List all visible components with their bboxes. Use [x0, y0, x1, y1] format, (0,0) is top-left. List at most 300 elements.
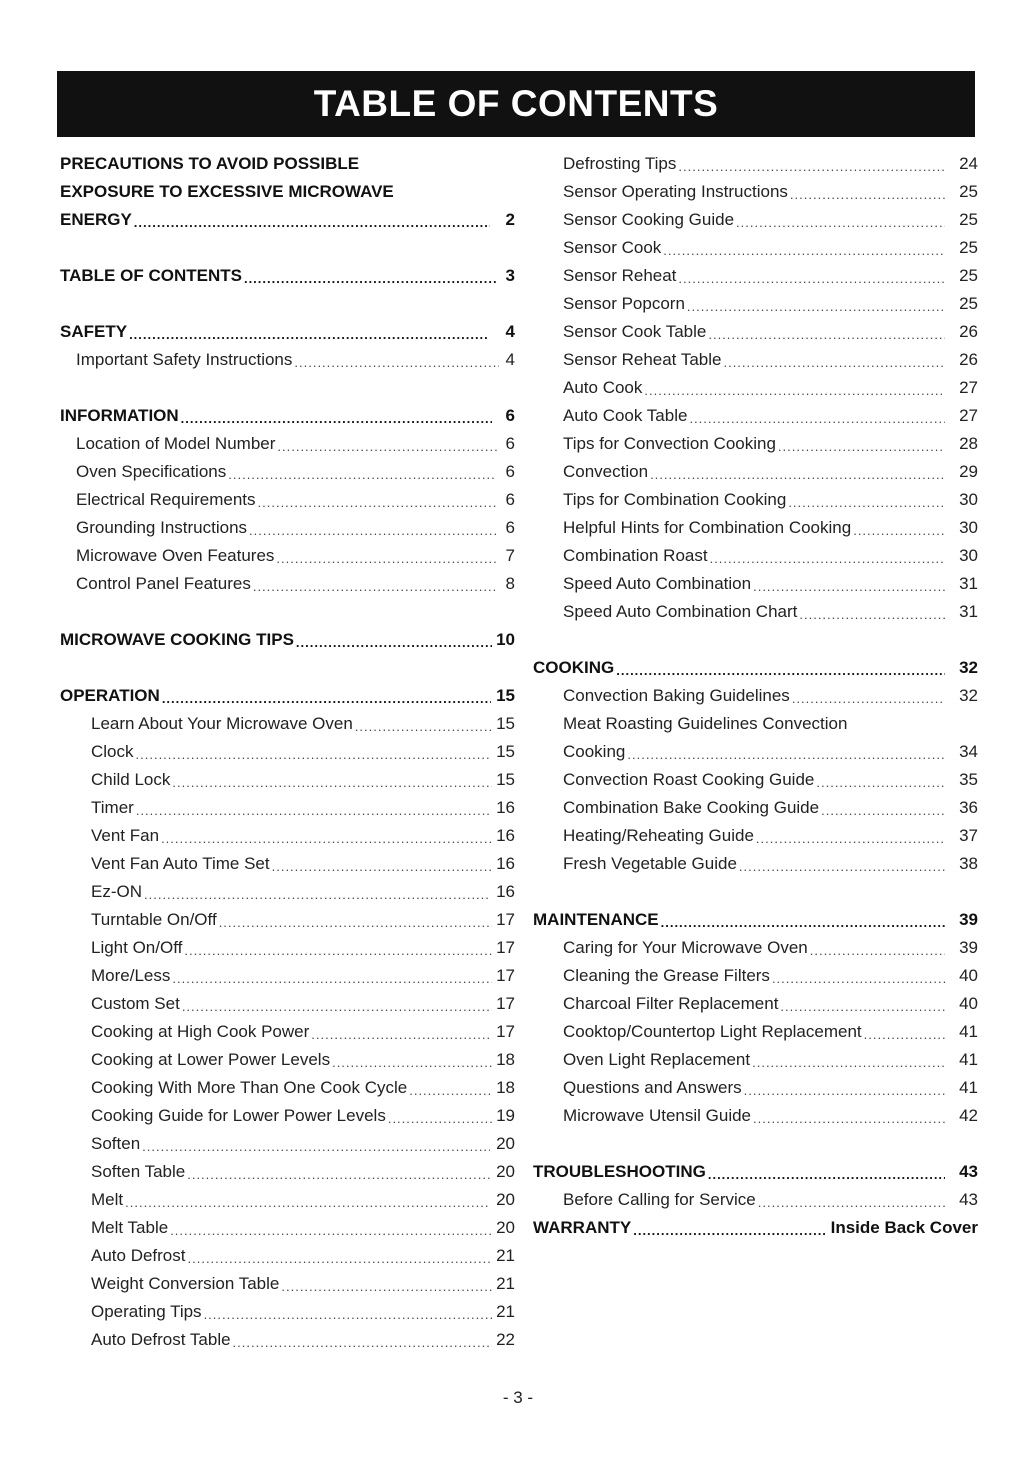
toc-dot-leader [644, 383, 945, 398]
toc-entry-before-calling-for-service[interactable] [533, 1186, 978, 1214]
toc-entry-title: Before Calling for Service [563, 1190, 756, 1209]
toc-entry-more-less[interactable] [60, 962, 515, 990]
toc-entry-title: Cooking at Lower Power Levels [91, 1050, 331, 1069]
toc-entry-title: Operating Tips [91, 1302, 202, 1321]
toc-entry-operating-tips[interactable] [60, 1298, 515, 1326]
toc-entry-title: MAINTENANCE [533, 910, 659, 929]
toc-entry-speed-auto-combination[interactable] [533, 570, 978, 598]
toc-page-number: 4 [505, 322, 515, 341]
toc-dot-leader [753, 579, 945, 594]
toc-entry-title: Clock [91, 742, 134, 761]
toc-page-number: 15 [496, 742, 515, 761]
toc-entry-title: Sensor Cook [563, 238, 662, 257]
toc-entry-title: Soften Table [91, 1162, 186, 1181]
toc-entry-title: Cleaning the Grease Filters [563, 966, 770, 985]
toc-page-number: 32 [959, 686, 978, 705]
toc-dot-leader [687, 299, 945, 314]
toc-dot-leader [799, 607, 945, 622]
page-number: - 3 - [502, 1388, 534, 1407]
toc-spacer [60, 290, 515, 318]
toc-entry-title: Oven Specifications [76, 462, 227, 481]
toc-page-number: 15 [496, 714, 515, 733]
toc-dot-leader [739, 859, 945, 874]
toc-page-number: 27 [959, 406, 978, 425]
toc-dot-leader [756, 831, 945, 846]
toc-page-number: 22 [496, 1330, 515, 1349]
toc-page-number: 16 [496, 882, 515, 901]
toc-entry-meat-roasting-guidelines-convection[interactable] [533, 710, 978, 738]
toc-entry-title: Cooktop/Countertop Light Replacement [563, 1022, 862, 1041]
toc-dot-leader [311, 1027, 492, 1042]
toc-entry-sensor-popcorn[interactable] [533, 290, 978, 318]
toc-entry-location-of-model-number[interactable] [60, 430, 515, 458]
toc-entry-vent-fan-auto-time-set[interactable] [60, 850, 515, 878]
toc-entry-title: INFORMATION [60, 406, 179, 425]
toc-dot-leader [723, 355, 945, 370]
toc-page-number: 26 [959, 322, 978, 341]
toc-page-number: 17 [496, 966, 515, 985]
toc-entry-cooking-at-high-cook-power[interactable] [60, 1018, 515, 1046]
toc-header-banner [57, 71, 975, 137]
toc-section-microwave-cooking-tips[interactable] [60, 626, 515, 654]
toc-entry-title: Microwave Utensil Guide [563, 1106, 752, 1125]
toc-dot-leader [136, 747, 490, 762]
toc-entry-convection[interactable] [533, 458, 978, 486]
toc-entry-clock[interactable] [60, 738, 515, 766]
toc-dot-leader [616, 663, 945, 678]
toc-entry-title: More/Less [91, 966, 171, 985]
toc-section-troubleshooting[interactable] [533, 1158, 978, 1186]
toc-entry-cooking-at-lower-power-levels[interactable] [60, 1046, 515, 1074]
toc-page-number: 6 [505, 434, 515, 453]
toc-entry-microwave-oven-features[interactable] [60, 542, 515, 570]
toc-entry-title: Location of Model Number [76, 434, 276, 453]
toc-entry-title: Charcoal Filter Replacement [563, 994, 779, 1013]
toc-dot-leader [129, 327, 489, 342]
toc-entry-title: Auto Cook [563, 378, 643, 397]
toc-entry-soften-table[interactable] [60, 1158, 515, 1186]
toc-dot-leader [184, 943, 492, 958]
toc-entry-fresh-vegetable-guide[interactable] [533, 850, 978, 878]
toc-page-number: 30 [959, 518, 978, 537]
toc-entry-title: Caring for Your Microwave Oven [563, 938, 808, 957]
toc-entry-title: Speed Auto Combination Chart [563, 602, 798, 621]
toc-dot-leader [752, 1055, 945, 1070]
toc-entry-light-on-off[interactable] [60, 934, 515, 962]
toc-entry-sensor-cook-table[interactable] [533, 318, 978, 346]
toc-page-number: 17 [496, 994, 515, 1013]
toc-entry-title: Control Panel Features [76, 574, 251, 593]
toc-entry-electrical-requirements[interactable] [60, 486, 515, 514]
toc-entry-convection-baking-guidelines[interactable] [533, 682, 978, 710]
toc-page-number: 31 [959, 574, 978, 593]
toc-dot-leader [281, 1279, 492, 1294]
toc-entry-sensor-reheat-table[interactable] [533, 346, 978, 374]
toc-dot-leader [161, 831, 491, 846]
toc-entry-title: Turntable On/Off [91, 910, 217, 929]
toc-entry-oven-specifications[interactable] [60, 458, 515, 486]
toc-dot-leader [125, 1195, 489, 1210]
toc-entry-microwave-utensil-guide[interactable] [533, 1102, 978, 1130]
toc-section-warranty[interactable] [533, 1214, 978, 1242]
toc-dot-leader [650, 467, 945, 482]
toc-entry-tips-for-combination-cooking[interactable] [533, 486, 978, 514]
toc-page-number: 40 [959, 966, 978, 985]
toc-page-number: 8 [505, 574, 515, 593]
toc-page-number: 17 [496, 938, 515, 957]
toc-dot-leader [864, 1027, 945, 1042]
toc-page-number: 21 [496, 1302, 515, 1321]
toc-section-maintenance[interactable] [533, 906, 978, 934]
toc-entry-title: ENERGY [60, 210, 132, 229]
toc-entry-title: Heating/Reheating Guide [563, 826, 754, 845]
toc-entry-caring-for-your-microwave-oven[interactable] [533, 934, 978, 962]
toc-page-number: 26 [959, 350, 978, 369]
toc-dot-leader [736, 215, 945, 230]
toc-entry-auto-cook[interactable] [533, 374, 978, 402]
toc-entry-cooktop-countertop-light-replacement[interactable] [533, 1018, 978, 1046]
toc-entry-title: Helpful Hints for Combination Cooking [563, 518, 852, 537]
toc-entry-sensor-cooking-guide[interactable] [533, 206, 978, 234]
toc-entry-title: Cooking With More Than One Cook Cycle [91, 1078, 408, 1097]
toc-section-information[interactable] [60, 402, 515, 430]
toc-entry-title: Melt Table [91, 1218, 169, 1237]
toc-dot-leader [753, 1111, 945, 1126]
toc-entry-title: Speed Auto Combination [563, 574, 752, 593]
toc-entry-child-lock[interactable] [60, 766, 515, 794]
toc-dot-leader [710, 551, 946, 566]
toc-left-column [60, 150, 515, 1354]
toc-dot-leader [233, 1335, 493, 1350]
toc-page-number: 16 [496, 854, 515, 873]
toc-dot-leader [142, 1139, 490, 1154]
toc-dot-leader [708, 327, 945, 342]
toc-dot-leader [633, 1223, 824, 1238]
toc-page-number: 16 [496, 798, 515, 817]
toc-entry-title: MICROWAVE COOKING TIPS [60, 630, 294, 649]
toc-entry-title: SAFETY [60, 322, 128, 341]
toc-page-number: 19 [496, 1106, 515, 1125]
toc-page-number: 10 [496, 630, 515, 649]
toc-entry-title: Timer [91, 798, 134, 817]
toc-page-number: 20 [496, 1218, 515, 1237]
toc-entry-title: Meat Roasting Guidelines Convection [563, 714, 848, 733]
toc-dot-leader [228, 467, 495, 482]
toc-dot-leader [272, 859, 492, 874]
toc-page-number: 21 [496, 1274, 515, 1293]
toc-page-number: 35 [959, 770, 978, 789]
toc-page-number: 32 [959, 658, 978, 677]
toc-section-cooking[interactable] [533, 654, 978, 682]
toc-dot-leader [772, 971, 945, 986]
toc-page-number: 20 [496, 1162, 515, 1181]
toc-dot-leader [294, 355, 498, 370]
toc-entry-title: Child Lock [91, 770, 171, 789]
toc-spacer [60, 598, 515, 626]
toc-entry-melt-table[interactable] [60, 1214, 515, 1242]
toc-dot-leader [258, 495, 497, 510]
toc-entry-title: TABLE OF CONTENTS [60, 266, 242, 285]
toc-section-precautions-to-avoid-possible[interactable] [60, 150, 515, 178]
toc-dot-leader [661, 915, 945, 930]
toc-dot-leader [182, 999, 492, 1014]
toc-dot-leader [678, 271, 945, 286]
toc-page-number: 2 [505, 210, 515, 229]
toc-entry-title: Convection Roast Cooking Guide [563, 770, 815, 789]
toc-entry-charcoal-filter-replacement[interactable] [533, 990, 978, 1018]
toc-entry-title: Electrical Requirements [76, 490, 256, 509]
toc-page-number: 29 [959, 462, 978, 481]
toc-dot-leader [296, 635, 492, 650]
toc-entry-title: Cooking Guide for Lower Power Levels [91, 1106, 386, 1125]
toc-entry-questions-and-answers[interactable] [533, 1074, 978, 1102]
toc-entry-title: Questions and Answers [563, 1078, 742, 1097]
toc-entry-title: Important Safety Instructions [76, 350, 293, 369]
toc-dot-leader [332, 1055, 492, 1070]
page-title: TABLE OF CONTENTS [313, 83, 719, 124]
toc-dot-leader [689, 411, 945, 426]
toc-page-number: 17 [496, 910, 515, 929]
toc-spacer [60, 654, 515, 682]
toc-entry-title: Sensor Reheat Table [563, 350, 722, 369]
toc-spacer [533, 1130, 978, 1158]
toc-entry-speed-auto-combination-chart[interactable] [533, 598, 978, 626]
toc-entry-title: Sensor Cooking Guide [563, 210, 735, 229]
toc-entry-title: Melt [91, 1190, 124, 1209]
toc-entry-title: PRECAUTIONS TO AVOID POSSIBLE [60, 154, 360, 173]
toc-dot-leader [136, 803, 490, 818]
toc-spacer [533, 626, 978, 654]
toc-entry-title: Light On/Off [91, 938, 183, 957]
toc-entry-title: Sensor Cook Table [563, 322, 707, 341]
toc-page-number: 38 [959, 854, 978, 873]
toc-section-exposure-to-excessive-microwave[interactable] [60, 178, 515, 206]
toc-entry-combination-roast[interactable] [533, 542, 978, 570]
toc-entry-title: Auto Defrost Table [91, 1330, 231, 1349]
toc-dot-leader [816, 775, 945, 790]
toc-page-number: 40 [959, 994, 978, 1013]
toc-entry-title: Custom Set [91, 994, 180, 1013]
toc-entry-title: OPERATION [60, 686, 160, 705]
toc-page-number: 18 [496, 1050, 515, 1069]
toc-entry-title: COOKING [533, 658, 615, 677]
toc-dot-leader [663, 243, 945, 258]
toc-page-number: 36 [959, 798, 978, 817]
toc-page-number: 41 [959, 1078, 978, 1097]
toc-entry-title: Sensor Reheat [563, 266, 677, 285]
toc-spacer [60, 374, 515, 402]
toc-entry-melt[interactable] [60, 1186, 515, 1214]
toc-page-number: 16 [496, 826, 515, 845]
toc-page-number: 43 [959, 1190, 978, 1209]
toc-entry-sensor-reheat[interactable] [533, 262, 978, 290]
toc-entry-oven-light-replacement[interactable] [533, 1046, 978, 1074]
toc-entry-soften[interactable] [60, 1130, 515, 1158]
toc-entry-weight-conversion-table[interactable] [60, 1270, 515, 1298]
toc-page-number: 25 [959, 294, 978, 313]
toc-section-safety[interactable] [60, 318, 515, 346]
toc-dot-leader [187, 1167, 492, 1182]
toc-entry-turntable-on-off[interactable] [60, 906, 515, 934]
toc-entry-cooking-with-more-than-one-cook-cycle[interactable] [60, 1074, 515, 1102]
toc-entry-auto-defrost[interactable] [60, 1242, 515, 1270]
toc-entry-cooking-guide-for-lower-power-levels[interactable] [60, 1102, 515, 1130]
toc-dot-leader [219, 915, 492, 930]
toc-entry-title: Defrosting Tips [563, 154, 677, 173]
toc-dot-leader [678, 159, 945, 174]
toc-page-number: 37 [959, 826, 978, 845]
toc-entry-title: Vent Fan [91, 826, 160, 845]
toc-entry-title: Combination Bake Cooking Guide [563, 798, 820, 817]
toc-dot-leader [144, 887, 490, 902]
toc-entry-title: WARRANTY [533, 1218, 632, 1237]
toc-entry-title: Weight Conversion Table [91, 1274, 280, 1293]
toc-spacer [533, 878, 978, 906]
toc-dot-leader [409, 1083, 492, 1098]
toc-entry-title: Oven Light Replacement [563, 1050, 751, 1069]
toc-dot-leader [204, 1307, 493, 1322]
toc-dot-leader [792, 691, 945, 706]
toc-entry-title: Sensor Operating Instructions [563, 182, 788, 201]
toc-entry-vent-fan[interactable] [60, 822, 515, 850]
toc-dot-leader [758, 1195, 945, 1210]
toc-entry-auto-defrost-table[interactable] [60, 1326, 515, 1354]
toc-page-number: 27 [959, 378, 978, 397]
toc-right-column [533, 150, 978, 1242]
toc-page-number: 6 [505, 462, 515, 481]
toc-page-number: 41 [959, 1050, 978, 1069]
toc-entry-title: Vent Fan Auto Time Set [91, 854, 270, 873]
toc-page-number: 25 [959, 182, 978, 201]
toc-entry-important-safety-instructions[interactable] [60, 346, 515, 374]
toc-entry-heating-reheating-guide[interactable] [533, 822, 978, 850]
toc-page-number: 41 [959, 1022, 978, 1041]
toc-dot-leader [810, 943, 945, 958]
toc-page-number: 3 [505, 266, 515, 285]
toc-page-number: 4 [505, 350, 515, 369]
toc-page-number: 39 [959, 910, 978, 929]
toc-dot-leader [249, 523, 496, 538]
toc-entry-title: Convection [563, 462, 649, 481]
toc-entry-title: Auto Defrost [91, 1246, 186, 1265]
toc-entry-combination-bake-cooking-guide[interactable] [533, 794, 978, 822]
toc-dot-leader [244, 271, 496, 286]
toc-page-number: 28 [959, 434, 978, 453]
toc-page-number: 20 [496, 1190, 515, 1209]
toc-entry-title: Cooking at High Cook Power [91, 1022, 310, 1041]
toc-entry-title: Tips for Combination Cooking [563, 490, 787, 509]
toc-entry-title: Ez-ON [91, 882, 142, 901]
toc-page-number: Inside Back Cover [830, 1218, 978, 1237]
toc-entry-title: EXPOSURE TO EXCESSIVE MICROWAVE [60, 182, 394, 201]
toc-dot-leader [188, 1251, 493, 1266]
toc-entry-title: Combination Roast [563, 546, 708, 565]
toc-entry-control-panel-features[interactable] [60, 570, 515, 598]
toc-entry-title: Grounding Instructions [76, 518, 248, 537]
toc-entry-title: Learn About Your Microwave Oven [91, 714, 353, 733]
toc-dot-leader [355, 719, 492, 734]
toc-entry-cleaning-the-grease-filters[interactable] [533, 962, 978, 990]
toc-entry-sensor-operating-instructions[interactable] [533, 178, 978, 206]
toc-entry-defrosting-tips[interactable] [533, 150, 978, 178]
toc-dot-leader [788, 495, 945, 510]
toc-entry-auto-cook-table[interactable] [533, 402, 978, 430]
toc-dot-leader [277, 439, 497, 454]
toc-entry-tips-for-convection-cooking[interactable] [533, 430, 978, 458]
toc-entry-grounding-instructions[interactable] [60, 514, 515, 542]
toc-dot-leader [708, 1167, 945, 1182]
toc-entry-helpful-hints-for-combination-cooking[interactable] [533, 514, 978, 542]
toc-page-number: 7 [505, 546, 515, 565]
toc-dot-leader [162, 691, 491, 706]
toc-section-operation[interactable] [60, 682, 515, 710]
toc-entry-title: TROUBLESHOOTING [533, 1162, 706, 1181]
toc-dot-leader [744, 1083, 945, 1098]
toc-page-number: 39 [959, 938, 978, 957]
toc-entry-title: Cooking [563, 742, 626, 761]
toc-entry-timer[interactable] [60, 794, 515, 822]
toc-page-number: 31 [959, 602, 978, 621]
toc-dot-leader [780, 999, 945, 1014]
toc-entry-learn-about-your-microwave-oven[interactable] [60, 710, 515, 738]
toc-entry-convection-roast-cooking-guide[interactable] [533, 766, 978, 794]
toc-dot-leader [853, 523, 945, 538]
toc-dot-leader [172, 971, 492, 986]
toc-page-number: 6 [505, 490, 515, 509]
toc-dot-leader [134, 215, 490, 230]
toc-page-number: 17 [496, 1022, 515, 1041]
toc-entry-title: Convection Baking Guidelines [563, 686, 790, 705]
toc-entry-title: Auto Cook Table [563, 406, 688, 425]
toc-page-number: 43 [959, 1162, 978, 1181]
toc-dot-leader [627, 747, 945, 762]
toc-page-number: 20 [496, 1134, 515, 1153]
toc-page-number: 42 [959, 1106, 978, 1125]
toc-dot-leader [388, 1111, 492, 1126]
toc-page-number: 21 [496, 1246, 515, 1265]
toc-dot-leader [778, 439, 945, 454]
toc-page-number: 34 [959, 742, 978, 761]
toc-page-number: 30 [959, 546, 978, 565]
toc-dot-leader [172, 775, 492, 790]
toc-page-number: 6 [505, 518, 515, 537]
toc-entry-ez-on[interactable] [60, 878, 515, 906]
toc-section-energy[interactable] [60, 206, 515, 234]
toc-entry-sensor-cook[interactable] [533, 234, 978, 262]
toc-dot-leader [170, 1223, 492, 1238]
toc-entry-cooking[interactable] [533, 738, 978, 766]
toc-page-number: 15 [496, 770, 515, 789]
toc-entry-custom-set[interactable] [60, 990, 515, 1018]
toc-entry-title: Sensor Popcorn [563, 294, 685, 313]
toc-entry-title: Tips for Convection Cooking [563, 434, 776, 453]
toc-page-number: 6 [505, 406, 515, 425]
toc-dot-leader [253, 579, 497, 594]
toc-page-number: 25 [959, 238, 978, 257]
toc-page-number: 25 [959, 210, 978, 229]
toc-dot-leader [790, 187, 945, 202]
toc-section-table-of-contents[interactable] [60, 262, 515, 290]
toc-spacer [60, 234, 515, 262]
toc-page-number: 30 [959, 490, 978, 509]
toc-entry-title: Soften [91, 1134, 141, 1153]
toc-page-number: 18 [496, 1078, 515, 1097]
toc-entry-title: Microwave Oven Features [76, 546, 275, 565]
toc-page-number: 15 [496, 686, 515, 705]
toc-page-number: 25 [959, 266, 978, 285]
toc-dot-leader [181, 411, 493, 426]
toc-page-number: 24 [959, 154, 978, 173]
